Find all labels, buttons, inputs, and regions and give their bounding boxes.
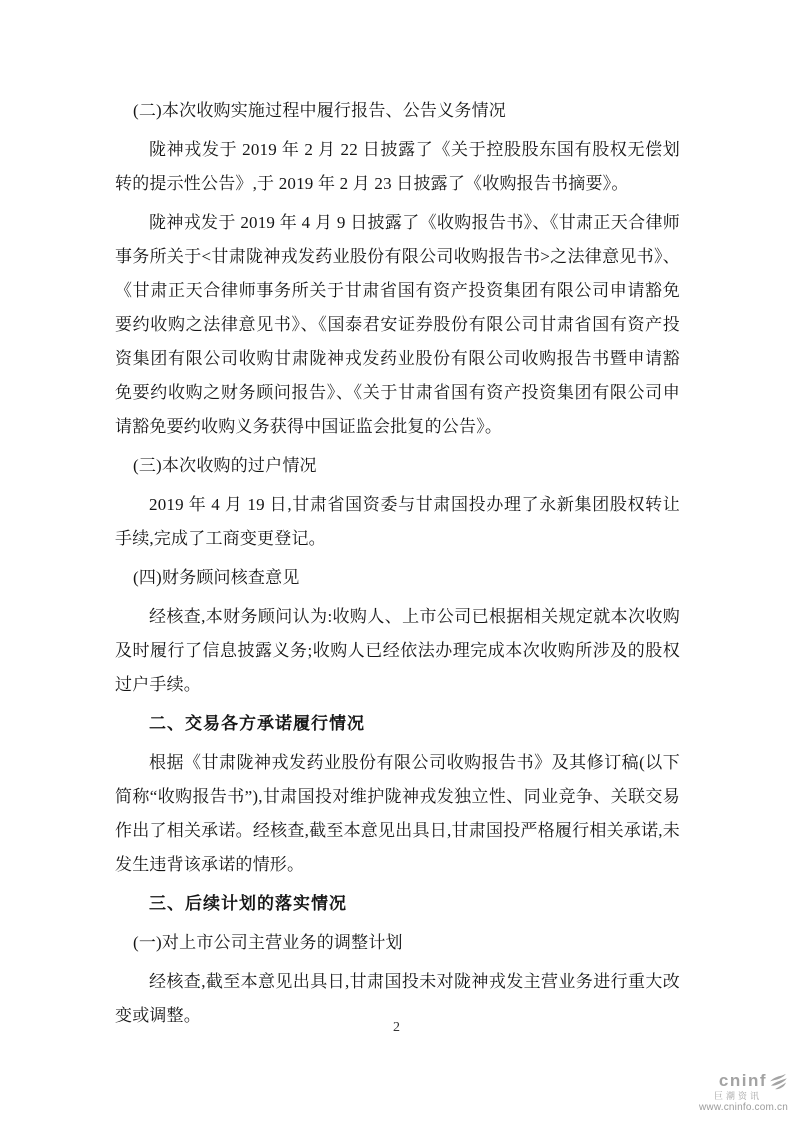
sub-heading: (四)财务顾问核查意见 — [133, 568, 300, 587]
section-heading: 二、交易各方承诺履行情况 — [149, 714, 365, 733]
sub-heading: (一)对上市公司主营业务的调整计划 — [133, 933, 403, 952]
section-heading: 三、后续计划的落实情况 — [149, 894, 347, 913]
document-content — [115, 94, 680, 1038]
cninfo-brand-text: cninf — [718, 1071, 767, 1090]
paragraph: 陇神戎发于 2019 年 2 月 22 日披露了《关于控股股东国有股权无偿划转的提示性公告》,于 2019 年 2 月 23 日披露了《收购报告书摘要》。 — [115, 140, 680, 193]
paragraph: 根据《甘肃陇神戎发药业股份有限公司收购报告书》及其修订稿(以下简称“收购报告书”),甘肃国投对维护陇神戎发独立性、同业竞争、关联交易作出了相关承诺。经核查,截至本意见出具日,甘肃国投严格履行相关承诺,未发生违背该承诺的情形。 — [115, 753, 680, 874]
paragraph: 经核查,截至本意见出具日,甘肃国投未对陇神戎发主营业务进行重大改变或调整。 — [115, 972, 680, 1025]
cninfo-logo-icon — [768, 1071, 788, 1091]
cninfo-url: www.cninfo.com.cn — [699, 1102, 788, 1113]
page-number: 2 — [393, 1020, 400, 1035]
paragraph: 陇神戎发于 2019 年 4 月 9 日披露了《收购报告书》、《甘肃正天合律师事务所关于<甘肃陇神戎发药业股份有限公司收购报告书>之法律意见书》、《甘肃正天合律师事务所关于甘肃省国有资产投资集团有限公司申请豁免要约收购之法律意见书》、《国泰君安证券股份有限公司甘肃省国有资产投资集团有限公司收购甘肃陇神戎发药业股份有限公司收购报告书暨申请豁免要约收购之财务顾问报告》、《关于甘肃省国有资产投资集团有限公司申请豁免要约收购义务获得中国证监会批复的公告》。 — [115, 213, 680, 436]
paragraph: 2019 年 4 月 19 日,甘肃省国资委与甘肃国投办理了永新集团股权转让手续,完成了工商变更登记。 — [115, 495, 680, 548]
sub-heading: (三)本次收购的过户情况 — [133, 456, 317, 475]
paragraph: 经核查,本财务顾问认为:收购人、上市公司已根据相关规定就本次收购及时履行了信息披露义务;收购人已经依法办理完成本次收购所涉及的股权过户手续。 — [115, 607, 680, 694]
cninfo-watermark — [658, 1071, 788, 1114]
cninfo-brand-row — [658, 1071, 788, 1091]
sub-heading: (二)本次收购实施过程中履行报告、公告义务情况 — [133, 101, 506, 120]
cninfo-brand-chinese: 巨潮资讯 — [713, 1091, 762, 1101]
